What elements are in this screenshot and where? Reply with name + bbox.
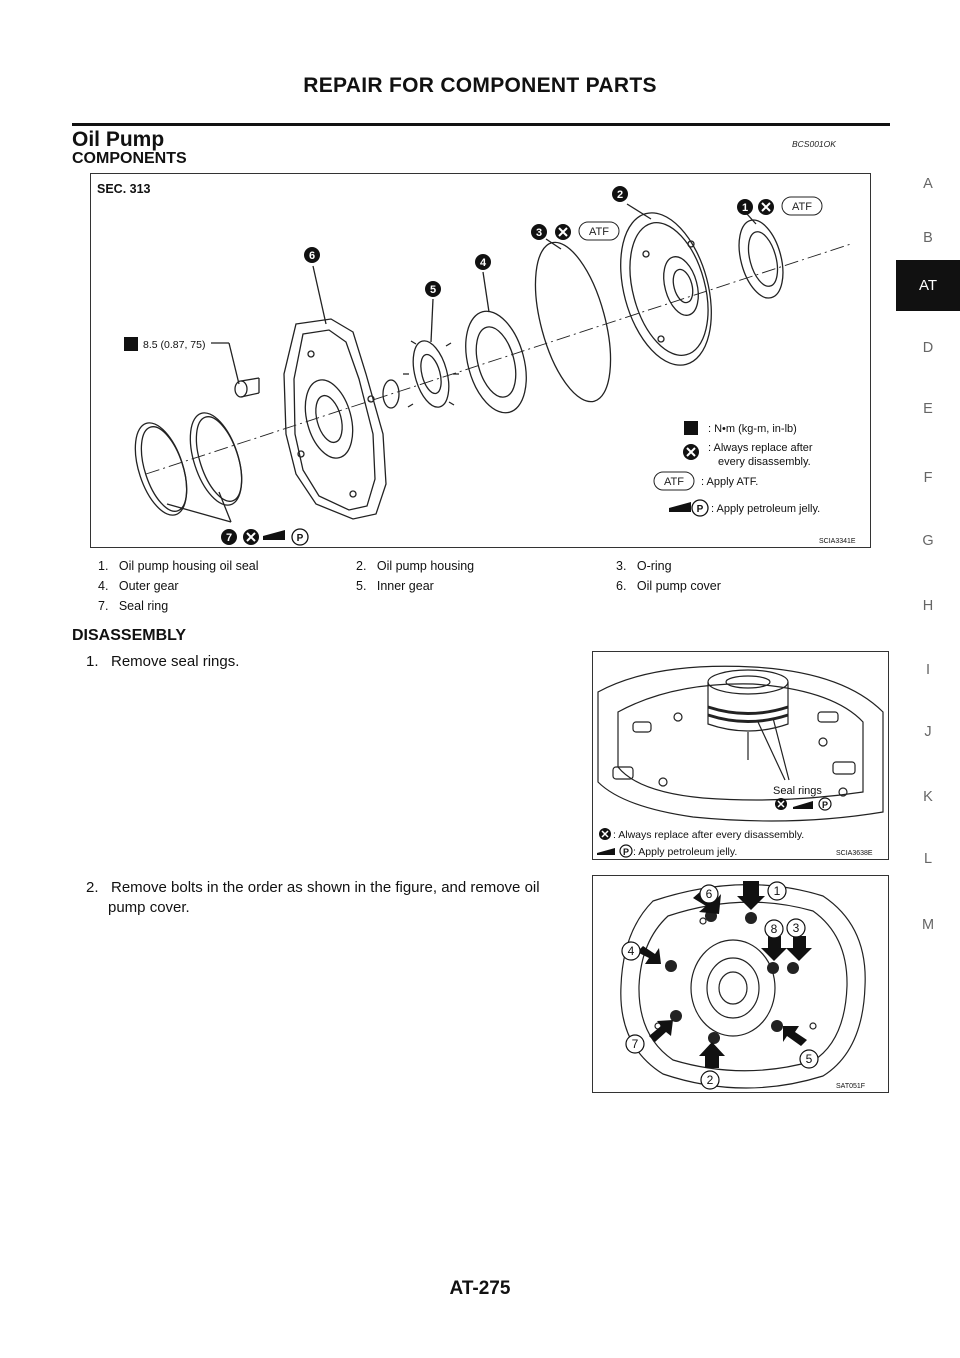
side-tab-m[interactable]: M bbox=[921, 917, 935, 933]
bolt-order-3: 3 bbox=[792, 921, 800, 935]
atf-label: ATF bbox=[664, 476, 684, 488]
bolt-head bbox=[708, 1032, 720, 1044]
bolt-order-2: 2 bbox=[706, 1073, 714, 1087]
arrow-icon bbox=[699, 1042, 725, 1068]
side-tab-i[interactable]: I bbox=[925, 662, 931, 678]
step-1: 1. Remove seal rings. bbox=[86, 653, 240, 670]
oil-seal-shape bbox=[731, 215, 790, 303]
exploded-view-svg bbox=[91, 174, 872, 549]
seal-rings-label: Seal rings bbox=[773, 785, 822, 797]
figure-ref: SAT051F bbox=[836, 1083, 866, 1090]
arrow-icon bbox=[637, 946, 661, 964]
svg-text:P: P bbox=[821, 800, 829, 810]
bolt-head bbox=[771, 1020, 783, 1032]
key-replace: : Always replace after bbox=[708, 442, 813, 454]
seal-rings-figure bbox=[592, 651, 889, 860]
bolt-head bbox=[665, 960, 677, 972]
legend-item: 4. Outer gear bbox=[98, 579, 179, 593]
legend-item: 3. O-ring bbox=[616, 559, 672, 573]
callout-3: 3 bbox=[535, 227, 543, 239]
petroleum-jelly-icon bbox=[793, 801, 813, 809]
arrow-icon bbox=[786, 936, 812, 961]
sec-number: SEC. 313 bbox=[97, 182, 151, 196]
arrow-icon bbox=[783, 1026, 807, 1046]
fig1-key-replace: : Always replace after every disassembly. bbox=[613, 829, 805, 841]
callout-7: 7 bbox=[225, 532, 233, 544]
pump-housing-shape bbox=[605, 203, 727, 375]
key-atf: : Apply ATF. bbox=[701, 476, 759, 488]
side-tab-l[interactable]: L bbox=[923, 851, 933, 867]
torque-icon bbox=[124, 337, 138, 351]
header-divider bbox=[72, 123, 890, 126]
side-tab-h[interactable]: H bbox=[922, 598, 934, 614]
petroleum-jelly-icon bbox=[669, 500, 708, 516]
step-2-cont: pump cover. bbox=[108, 899, 190, 916]
outer-gear-shape bbox=[455, 305, 536, 420]
disassembly-heading: DISASSEMBLY bbox=[72, 627, 187, 644]
bolt-order-5: 5 bbox=[805, 1052, 813, 1066]
legend-item: 2. Oil pump housing bbox=[356, 559, 475, 573]
figure-ref: SCIA3638E bbox=[836, 850, 873, 857]
section-title: Oil Pump bbox=[72, 128, 165, 151]
legend-item: 7. Seal ring bbox=[98, 599, 169, 613]
torque-icon bbox=[684, 421, 698, 435]
callout-4: 4 bbox=[479, 257, 487, 269]
page-number: AT-275 bbox=[449, 1278, 511, 1299]
bolt-head bbox=[767, 962, 779, 974]
key-jelly: : Apply petroleum jelly. bbox=[711, 503, 821, 515]
seal-ring-shape bbox=[125, 417, 197, 522]
seal-rings-svg bbox=[593, 652, 889, 860]
torque-value: 8.5 (0.87, 75) bbox=[143, 339, 206, 351]
components-diagram bbox=[90, 173, 871, 548]
legend-item: 1. Oil pump housing oil seal bbox=[98, 559, 259, 573]
bolt-order-7: 7 bbox=[631, 1037, 639, 1051]
figure-ref: SCIA3341E bbox=[819, 538, 856, 545]
side-tab-g[interactable]: G bbox=[922, 533, 934, 549]
side-tab-e[interactable]: E bbox=[923, 401, 933, 417]
arrow-icon bbox=[649, 1020, 673, 1042]
key-replace-cont: every disassembly. bbox=[718, 456, 811, 468]
svg-text:P: P bbox=[296, 533, 304, 544]
bolt-order-8: 8 bbox=[770, 922, 778, 936]
center-axis-line bbox=[146, 244, 851, 474]
legend-item: 5. Inner gear bbox=[356, 579, 434, 593]
bolt-order-figure bbox=[592, 875, 889, 1093]
o-ring-shape bbox=[521, 235, 625, 410]
callout-1: 1 bbox=[741, 202, 749, 214]
bolt-head bbox=[787, 962, 799, 974]
svg-text:P: P bbox=[622, 847, 630, 857]
petroleum-jelly-icon bbox=[263, 529, 308, 545]
bolt-order-6: 6 bbox=[705, 887, 713, 901]
step-2: 2. Remove bolts in the order as shown in the figure, and remove oil bbox=[86, 879, 540, 896]
bolt-order-4: 4 bbox=[627, 944, 635, 958]
bolt-order-1: 1 bbox=[773, 884, 781, 898]
svg-text:P: P bbox=[696, 504, 704, 515]
callout-6: 6 bbox=[308, 250, 316, 262]
callout-5: 5 bbox=[429, 284, 437, 296]
side-tab-k[interactable]: K bbox=[923, 789, 933, 805]
bolt-order-svg bbox=[593, 876, 889, 1093]
page-header-title: REPAIR FOR COMPONENT PARTS bbox=[303, 74, 657, 97]
side-tab-d[interactable]: D bbox=[922, 340, 934, 356]
side-tab-f[interactable]: F bbox=[923, 470, 933, 486]
components-heading: COMPONENTS bbox=[72, 150, 187, 167]
section-code: BCS001OK bbox=[792, 139, 836, 149]
pump-cover-shape bbox=[284, 319, 399, 519]
inner-gear-shape bbox=[403, 337, 459, 411]
petroleum-jelly-icon bbox=[597, 848, 615, 855]
callout-2: 2 bbox=[616, 189, 624, 201]
side-tab-b[interactable]: B bbox=[923, 230, 933, 246]
fig1-key-jelly: : Apply petroleum jelly. bbox=[633, 846, 738, 858]
side-tab-a[interactable]: A bbox=[923, 176, 933, 192]
side-tab-j[interactable]: J bbox=[924, 724, 932, 740]
atf-label: ATF bbox=[589, 226, 609, 238]
legend-item: 6. Oil pump cover bbox=[616, 579, 721, 593]
side-tab-at[interactable]: AT bbox=[896, 260, 960, 311]
bolt-head bbox=[745, 912, 757, 924]
atf-label: ATF bbox=[792, 201, 812, 213]
key-torque: : N•m (kg-m, in-lb) bbox=[708, 423, 797, 435]
